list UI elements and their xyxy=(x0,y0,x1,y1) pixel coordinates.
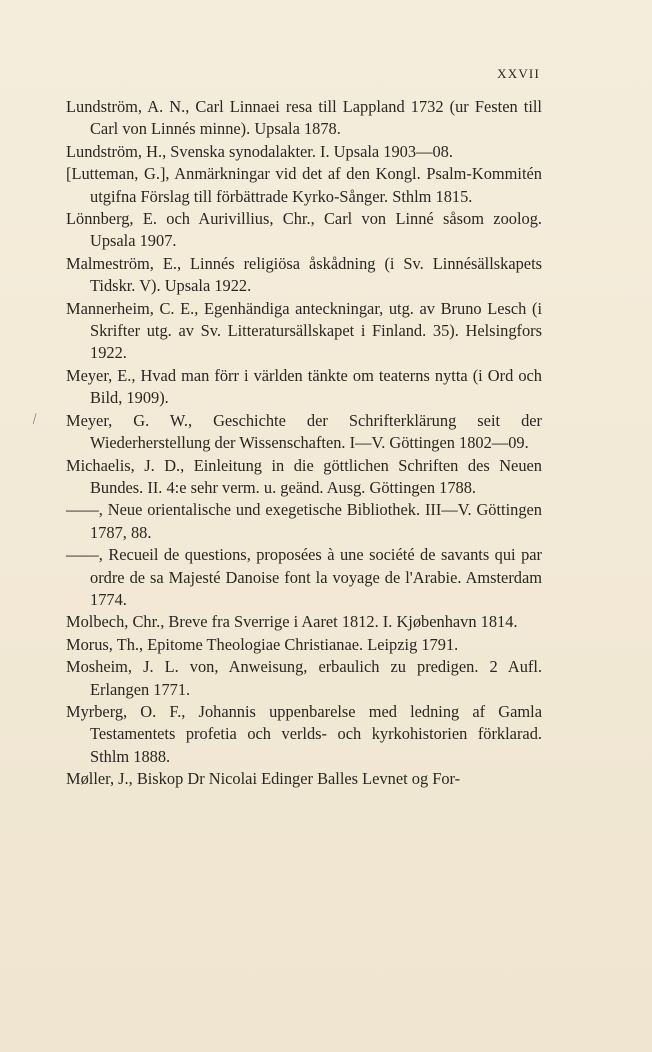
bibliography-entry: Møller, J., Biskop Dr Nicolai Edinger Balles Levnet og For- xyxy=(66,769,461,789)
bibliography-entry: Malmeström, E., Linnés religiösa åskådning (i Sv. Linnésällskapets Tidskr. V). Upsala 1922. xyxy=(66,253,542,296)
bibliography-entry: Meyer, E., Hvad man förr i världen tänkte om teaterns nytta (i Ord och Bild, 1909). xyxy=(66,365,542,408)
bibliography-entry: Michaelis, J. D., Einleitung in die göttlichen Schriften des Neuen Bundes. II. 4:e sehr verm. u. geänd. Ausg. Göttingen 1788. xyxy=(66,455,542,497)
page-number: XXVII xyxy=(497,66,540,81)
bibliography-entry: Lundström, A. N., Carl Linnaei resa till Lappland 1732 (ur Festen till Carl von Linnés minne). Upsala 1878. xyxy=(66,97,542,139)
bibliography-entry: Myrberg, O. F., Johannis uppenbarelse med ledning af Gamla Testamentets profetia och verlds- och kyrkohistorien förklarad. Sthlm 1888. xyxy=(66,701,542,766)
bibliography-entry: Lönnberg, E. och Aurivillius, Chr., Carl von Linné såsom zoolog. Upsala 1907. xyxy=(66,209,542,251)
margin-pencil-mark: ⁄ xyxy=(31,411,39,427)
bibliography-entry: Mannerheim, C. E., Egenhändiga anteckningar, utg. av Bruno Lesch (i Skrifter utg. av Sv. Litteratursällskapet i Finland. 35). Helsingfors 1922. xyxy=(66,298,542,363)
bibliography-entry: ——, Neue orientalische und exegetische Bibliothek. III—V. Göttingen 1787, 88. xyxy=(66,500,542,542)
bibliography-entry: Mosheim, J. L. von, Anweisung, erbaulich zu predigen. 2 Aufl. Erlangen 1771. xyxy=(66,657,542,699)
bibliography-entry: Molbech, Chr., Breve fra Sverrige i Aaret 1812. I. Kjøbenhavn 1814. xyxy=(66,612,518,632)
bibliography-entry: [Lutteman, G.], Anmärkningar vid det af den Kongl. Psalm-Kommitén utgifna Förslag till förbättrade Kyrko-Sånger. Sthlm 1815. xyxy=(66,164,542,206)
annotated-entry xyxy=(31,410,542,455)
bibliography-entry: Morus, Th., Epitome Theologiae Christianae. Leipzig 1791. xyxy=(66,634,459,654)
bibliography-list xyxy=(31,96,542,791)
bibliography-entry: Meyer, G. W., Geschichte der Schrifterklärung seit der Wiederherstellung der Wissenschaften. I—V. Göttingen 1802—09. xyxy=(66,410,542,453)
bibliography-entry: ——, Recueil de questions, proposées à une société de savants qui par ordre de sa Majesté Danoise font la voyage de l'Arabie. Amsterdam 1774. xyxy=(66,545,542,609)
bibliography-entry: Lundström, H., Svenska synodalakter. I. Upsala 1903—08. xyxy=(66,141,453,161)
